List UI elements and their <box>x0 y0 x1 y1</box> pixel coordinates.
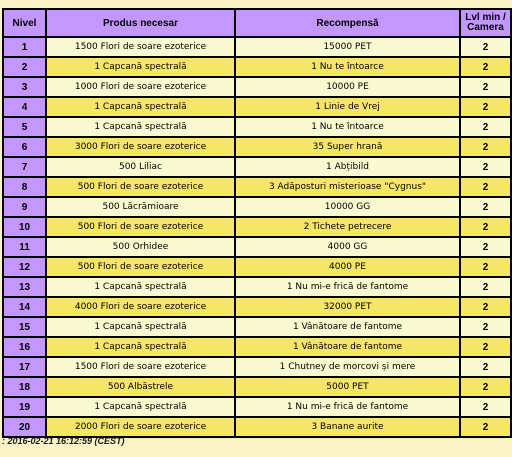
min-level-column-header <box>461 10 510 36</box>
level-cell: 19 <box>4 398 45 416</box>
min-level-header-line1: Lvl min / <box>465 12 506 23</box>
product-cell: 500 Flori de soare ezoterice <box>47 218 234 236</box>
reward-cell: 1 Nu te întoarce <box>236 118 459 136</box>
last-updated-timestamp: : 2016-02-21 16:12:59 (CEST) <box>2 436 125 446</box>
level-cell: 17 <box>4 358 45 376</box>
reward-cell: 2 Tichete petrecere <box>236 218 459 236</box>
product-cell: 4000 Flori de soare ezoterice <box>47 298 234 316</box>
table-row <box>4 78 510 96</box>
product-cell: 1500 Flori de soare ezoterice <box>47 38 234 56</box>
table-row <box>4 358 510 376</box>
level-cell: 4 <box>4 98 45 116</box>
reward-cell: 32000 PET <box>236 298 459 316</box>
product-cell: 500 Albăstrele <box>47 378 234 396</box>
table-row <box>4 198 510 216</box>
table-row <box>4 338 510 356</box>
reward-cell: 1 Abțibild <box>236 158 459 176</box>
min-level-cell: 2 <box>461 78 510 96</box>
min-level-cell: 2 <box>461 258 510 276</box>
table-row <box>4 238 510 256</box>
product-cell: 1 Capcană spectrală <box>47 118 234 136</box>
product-cell: 1 Capcană spectrală <box>47 338 234 356</box>
product-cell: 1 Capcană spectrală <box>47 318 234 336</box>
product-cell: 2000 Flori de soare ezoterice <box>47 418 234 436</box>
table-row <box>4 38 510 56</box>
level-cell: 16 <box>4 338 45 356</box>
reward-cell: 1 Nu mi-e frică de fantome <box>236 278 459 296</box>
table-row <box>4 278 510 296</box>
min-level-cell: 2 <box>461 98 510 116</box>
level-column-header: Nivel <box>4 10 45 36</box>
rewards-table <box>2 8 512 438</box>
min-level-cell: 2 <box>461 278 510 296</box>
min-level-cell: 2 <box>461 138 510 156</box>
reward-cell: 4000 PE <box>236 258 459 276</box>
level-cell: 14 <box>4 298 45 316</box>
product-cell: 1 Capcană spectrală <box>47 98 234 116</box>
product-cell: 500 Liliac <box>47 158 234 176</box>
min-level-cell: 2 <box>461 198 510 216</box>
level-cell: 6 <box>4 138 45 156</box>
product-cell: 1000 Flori de soare ezoterice <box>47 78 234 96</box>
reward-cell: 1 Linie de Vrej <box>236 98 459 116</box>
table-row <box>4 118 510 136</box>
reward-cell: 1 Vânătoare de fantome <box>236 338 459 356</box>
level-cell: 11 <box>4 238 45 256</box>
min-level-cell: 2 <box>461 298 510 316</box>
product-cell: 1 Capcană spectrală <box>47 58 234 76</box>
product-cell: 500 Flori de soare ezoterice <box>47 178 234 196</box>
table-row <box>4 218 510 236</box>
reward-cell: 1 Chutney de morcovi și mere <box>236 358 459 376</box>
table-row <box>4 158 510 176</box>
table-row <box>4 378 510 396</box>
min-level-cell: 2 <box>461 378 510 396</box>
min-level-cell: 2 <box>461 418 510 436</box>
level-cell: 15 <box>4 318 45 336</box>
level-cell: 10 <box>4 218 45 236</box>
level-cell: 13 <box>4 278 45 296</box>
product-column-header: Produs necesar <box>47 10 234 36</box>
table-row <box>4 258 510 276</box>
table-row <box>4 298 510 316</box>
reward-cell: 1 Nu te întoarce <box>236 58 459 76</box>
min-level-cell: 2 <box>461 318 510 336</box>
level-cell: 7 <box>4 158 45 176</box>
table-row <box>4 98 510 116</box>
min-level-cell: 2 <box>461 118 510 136</box>
table-row <box>4 318 510 336</box>
level-cell: 9 <box>4 198 45 216</box>
product-cell: 1 Capcană spectrală <box>47 398 234 416</box>
min-level-cell: 2 <box>461 158 510 176</box>
reward-cell: 4000 GG <box>236 238 459 256</box>
min-level-cell: 2 <box>461 398 510 416</box>
min-level-header-line2: Camera <box>467 22 504 33</box>
table-row <box>4 398 510 416</box>
min-level-cell: 2 <box>461 178 510 196</box>
product-cell: 500 Orhidee <box>47 238 234 256</box>
level-cell: 12 <box>4 258 45 276</box>
reward-cell: 1 Vânătoare de fantome <box>236 318 459 336</box>
min-level-cell: 2 <box>461 58 510 76</box>
product-cell: 500 Lăcrămioare <box>47 198 234 216</box>
product-cell: 500 Flori de soare ezoterice <box>47 258 234 276</box>
reward-cell: 3 Adăposturi misterioase "Cygnus" <box>236 178 459 196</box>
reward-cell: 3 Banane aurite <box>236 418 459 436</box>
reward-cell: 35 Super hrană <box>236 138 459 156</box>
product-cell: 1 Capcană spectrală <box>47 278 234 296</box>
reward-cell: 1 Nu mi-e frică de fantome <box>236 398 459 416</box>
min-level-cell: 2 <box>461 338 510 356</box>
product-cell: 1500 Flori de soare ezoterice <box>47 358 234 376</box>
reward-cell: 5000 PET <box>236 378 459 396</box>
product-cell: 3000 Flori de soare ezoterice <box>47 138 234 156</box>
table-row <box>4 178 510 196</box>
min-level-cell: 2 <box>461 38 510 56</box>
min-level-cell: 2 <box>461 218 510 236</box>
level-cell: 18 <box>4 378 45 396</box>
table-row <box>4 418 510 436</box>
min-level-cell: 2 <box>461 358 510 376</box>
reward-column-header: Recompensă <box>236 10 459 36</box>
header-row <box>4 10 510 36</box>
reward-cell: 10000 PE <box>236 78 459 96</box>
level-cell: 8 <box>4 178 45 196</box>
level-cell: 1 <box>4 38 45 56</box>
table-row <box>4 58 510 76</box>
level-cell: 2 <box>4 58 45 76</box>
level-cell: 20 <box>4 418 45 436</box>
min-level-cell: 2 <box>461 238 510 256</box>
level-cell: 5 <box>4 118 45 136</box>
reward-cell: 15000 PET <box>236 38 459 56</box>
reward-cell: 10000 GG <box>236 198 459 216</box>
level-cell: 3 <box>4 78 45 96</box>
table-row <box>4 138 510 156</box>
